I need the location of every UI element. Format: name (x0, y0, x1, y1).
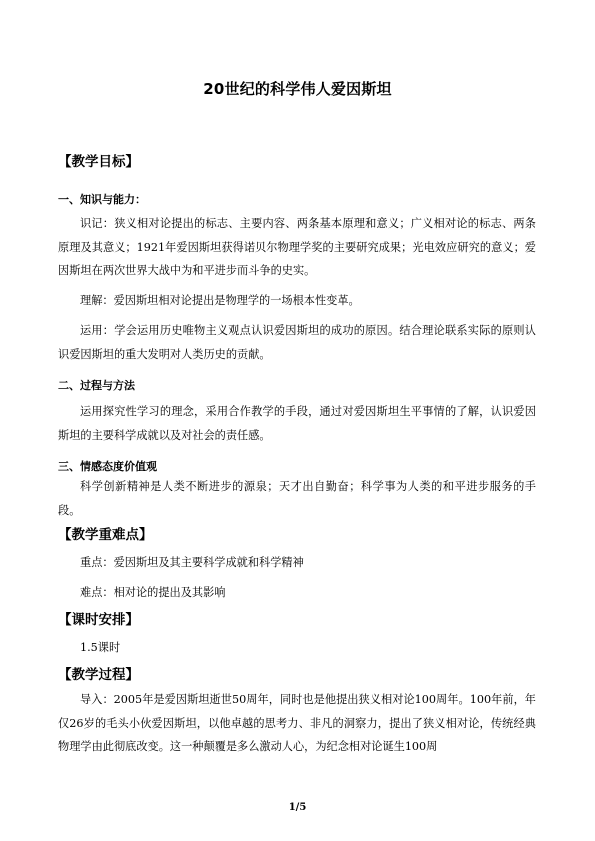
section-heading-objectives: 【教学目标】 (58, 154, 139, 170)
subheading-emotion: 三、情感态度价值观 (58, 460, 157, 473)
paragraph-apply: 运用：学会运用历史唯物主义观点认识爱因斯坦的成功的原因。结合理论联系实际的原则认识爱因斯坦的重大发明对人类历史的贡献。 (58, 324, 536, 361)
section-heading-schedule: 【课时安排】 (58, 612, 139, 628)
document-title: 20世纪的科学伟人爱因斯坦 (203, 80, 392, 98)
paragraph-intro: 导入：2005年是爱因斯坦逝世50周年，同时也是他提出狭义相对论100周年。100年前，年仅26岁的毛头小伙爱因斯坦，以他卓越的思考力、非凡的洞察力，提出了狭义相对论，传统经典物理学由此彻底改变。这一种颠覆是多么激动人心，为纪念相对论诞生100周 (58, 693, 536, 753)
paragraph-emotion: 科学创新精神是人类不断进步的源泉；天才出自勤奋；科学事为人类的和平进步服务的手段。 (58, 480, 536, 517)
schedule-text: 1.5课时 (80, 641, 121, 654)
section-heading-procedure: 【教学过程】 (58, 667, 139, 683)
section-heading-key-points: 【教学重难点】 (58, 527, 153, 543)
paragraph-understand: 理解：爱因斯坦相对论提出是物理学的一场根本性变革。 (80, 294, 360, 307)
page-number: 1/5 (288, 802, 307, 813)
key-point-focus: 重点：爱因斯坦及其主要科学成就和科学精神 (80, 556, 304, 569)
key-point-difficulty: 难点：相对论的提出及其影响 (80, 586, 226, 599)
paragraph-recall: 识记：狭义相对论提出的标志、主要内容、两条基本原理和意义；广义相对论的标志、两条原理及其意义；1921年爱因斯坦获得诺贝尔物理学奖的主要研究成果；光电效应研究的意义；爱因斯坦在两次世界大战中为和平进步而斗争的史实。 (58, 217, 536, 277)
subheading-knowledge: 一、知识与能力： (58, 193, 146, 206)
paragraph-process: 运用探究性学习的理念，采用合作教学的手段，通过对爱因斯坦生平事情的了解，认识爱因斯坦的主要科学成就以及对社会的责任感。 (58, 405, 536, 442)
subheading-process: 二、过程与方法 (58, 379, 135, 392)
